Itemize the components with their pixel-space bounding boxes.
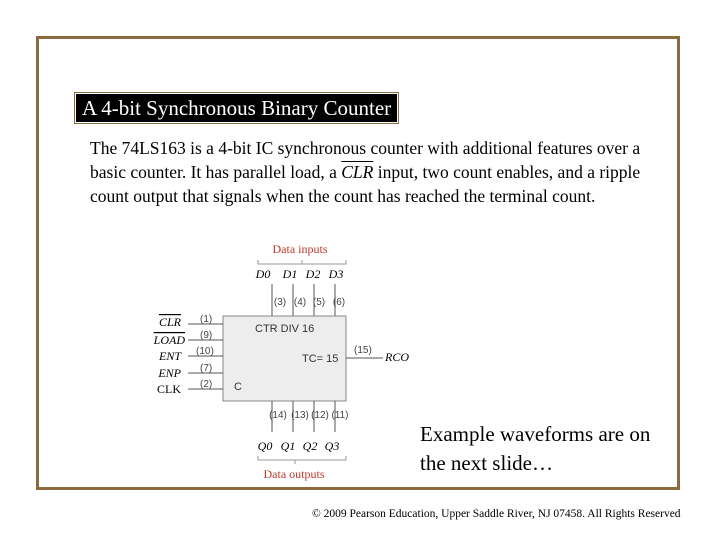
chip-label: CTR DIV 16	[255, 323, 315, 335]
input-d3-label: D3	[328, 267, 344, 281]
output-brace	[258, 456, 346, 464]
output-q3-label: Q3	[324, 439, 340, 453]
rco-label: RCO	[385, 350, 409, 364]
clr-signal-label: CLR	[158, 315, 181, 329]
left-pin-9: (9)	[200, 330, 213, 341]
description-paragraph	[90, 136, 650, 208]
counter-diagram	[130, 236, 420, 491]
enp-signal-label: ENP	[158, 366, 181, 380]
output-q1-label: Q1	[280, 439, 296, 453]
left-pin-2: (2)	[200, 379, 213, 390]
load-signal-label: LOAD	[153, 333, 185, 347]
output-q0-label: Q0	[257, 439, 273, 453]
description-part-1: The 74LS163 is a 4-bit IC synchronous counter with additional features over a basic counter. It has parallel load, a	[90, 138, 641, 182]
input-brace	[258, 260, 346, 264]
left-pin-10: (10)	[196, 346, 214, 357]
output-pin-12: (12)	[311, 410, 329, 421]
input-d0-label: D0	[255, 267, 271, 281]
data-inputs-label: Data inputs	[272, 242, 328, 256]
input-pin-6: (6)	[332, 297, 346, 308]
data-outputs-label: Data outputs	[263, 467, 325, 481]
output-pin-13: (13)	[291, 410, 309, 421]
tc-label: TC= 15	[302, 353, 339, 365]
description-part-2: input, two count enables, and a ripple count output that signals when the count has reached the terminal count.	[90, 162, 641, 206]
input-pin-3: (3)	[273, 297, 287, 308]
counter-schematic	[130, 236, 420, 486]
copyright-notice: © 2009 Pearson Education, Upper Saddle River, NJ 07458. All Rights Reserved	[312, 508, 681, 520]
left-pin-1: (1)	[200, 314, 213, 325]
output-pin-11: (11)	[331, 410, 349, 421]
next-slide-caption: Example waveforms are on the next slide…	[420, 422, 651, 475]
left-pin-7: (7)	[200, 363, 213, 374]
input-d1-label: D1	[282, 267, 298, 281]
input-pin-4: (4)	[293, 297, 307, 308]
ent-signal-label: ENT	[158, 349, 181, 363]
input-pin-5: (5)	[312, 297, 326, 308]
output-pin-14: (14)	[269, 410, 287, 421]
output-q2-label: Q2	[302, 439, 318, 453]
clr-overline-text: $\overline{CLR}$	[341, 162, 374, 182]
rco-pin: (15)	[354, 345, 372, 356]
input-d2-label: D2	[305, 267, 321, 281]
slide-title: A 4-bit Synchronous Binary Counter	[76, 94, 397, 122]
clock-pin-label: C	[234, 381, 242, 393]
clk-signal-label: CLK	[157, 382, 181, 396]
